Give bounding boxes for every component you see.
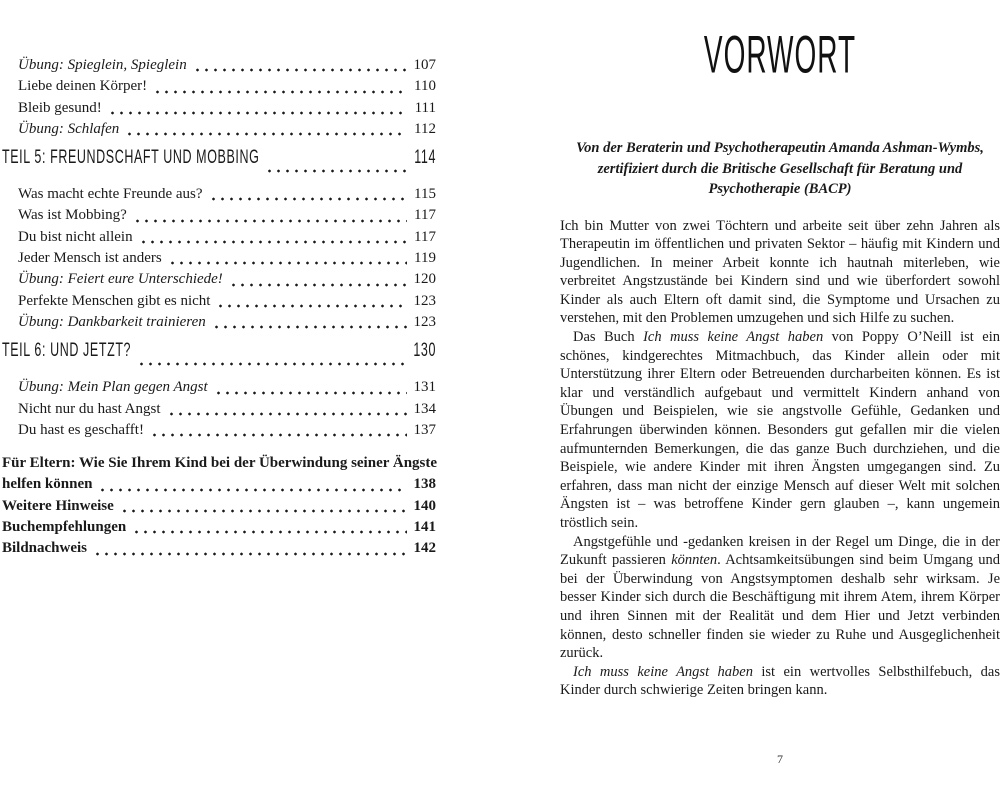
toc-entry-label: TEIL 5: FREUNDSCHAFT UND MOBBING	[2, 146, 260, 168]
toc-entry	[2, 399, 436, 420]
toc-entry	[2, 496, 436, 517]
toc-entry-page-number: 117	[414, 228, 436, 245]
toc-page	[2, 55, 436, 560]
toc-entry-page-number: 111	[414, 99, 436, 116]
toc-entry	[2, 377, 436, 398]
toc-entry-page-number: 138	[413, 476, 436, 493]
toc-entry-page-number: 115	[414, 186, 436, 203]
toc-entry-label: Jeder Mensch ist anders	[18, 250, 162, 267]
toc-entry-page-number: 117	[414, 207, 436, 224]
toc-entry	[2, 420, 436, 441]
toc-dot-leader	[216, 297, 406, 312]
toc-entry-page-number: 130	[413, 339, 436, 361]
toc-entry	[2, 453, 436, 474]
toc-entry-page-number: 112	[414, 120, 436, 137]
toc-entry-label: Übung: Spieglein, Spieglein	[18, 57, 187, 73]
toc-dot-leader	[98, 481, 406, 496]
paragraph-text: von Poppy O’Neill ist ein schönes, kindgerechtes Mitmachbuch, das Kinder allein oder mit Unterstützung ihrer Eltern oder Betreuenden durcharbeiten können. Es ist klar und verständlich aufgebaut und vermittelt Kindern anhand von Übungen und Beispielen, wie sie angstvolle Gefühle, Gedanken und Erfahrungen überwinden können. Besonders gut gefallen mir die vielen aufmunternden Bemerkungen, die das ganze Buch durchziehen, und die Beispiele, wie andere Kinder mit ihren Ängsten umgegangen sind. Zu erfahren, dass man nicht der einzige Mensch auf dieser Welt mit solchen Ängsten ist – was betroffene Kinder gern glauben –, kann ungemein tröstlich sein.	[560, 329, 1000, 531]
toc-dot-leader	[120, 502, 407, 517]
toc-entry-page-number: 110	[414, 78, 436, 95]
toc-entry-label: Bleib gesund!	[18, 99, 102, 116]
toc-entry-page-number: 123	[413, 313, 436, 330]
toc-entry	[2, 269, 436, 290]
toc-entry	[2, 184, 436, 205]
toc-entry-label: Übung: Feiert eure Unterschiede!	[18, 271, 223, 288]
toc-entry-label: Buchempfehlungen	[2, 519, 127, 536]
toc-dot-leader	[139, 233, 407, 248]
toc-entry-page-number: 114	[414, 146, 436, 168]
page-title	[560, 25, 1000, 86]
toc-entry	[2, 55, 436, 76]
toc-dot-leader	[137, 355, 406, 370]
toc-entry	[2, 205, 436, 226]
toc-dot-leader	[132, 523, 406, 538]
toc-entry	[2, 291, 436, 312]
toc-entry-label: Bildnachweis	[2, 540, 88, 557]
toc-entry-label: Du bist nicht allein	[18, 228, 133, 245]
paragraph-text: ist ein wertvolles Selbsthilfebuch, das Kinder durch schwierige Zeiten bringen kann.	[560, 663, 1000, 699]
paragraph-text: Angstgefühle und -gedanken kreisen in der Regel um Dinge, die in der Zukunft passieren	[560, 533, 1000, 569]
toc-dot-leader	[93, 545, 406, 560]
toc-dot-leader	[212, 318, 407, 333]
toc-entry	[2, 98, 436, 119]
toc-entry-page-number: 119	[414, 250, 436, 267]
page-number: 7	[777, 752, 783, 766]
toc-entry-label: helfen können	[2, 476, 93, 493]
toc-entry-label: Für Eltern: Wie Sie Ihrem Kind bei der Überwindung seiner Ängste	[2, 455, 438, 472]
toc-dot-leader	[150, 426, 407, 441]
foreword-paragraph	[560, 217, 1000, 329]
foreword-page	[560, 25, 1000, 800]
toc-dot-leader	[214, 384, 407, 399]
author-byline: Von der Beraterin und Psychotherapeutin Amanda Ashman-Wymbs, zertifiziert durch die Britische Gesellschaft für Beratung und Psychotherapie (BACP)	[576, 140, 984, 197]
toc-dot-leader	[265, 162, 407, 177]
toc-entry-label: Was ist Mobbing?	[18, 207, 127, 224]
paragraph-text: Ich bin Mutter von zwei Töchtern und arbeite seit über zehn Jahren als Therapeutin im öffentlichen und privaten Sektor – häufig mit Kindern und Jugendlichen. In meiner Arbeit konnte ich hautnah miterleben, wie verbreitet Angstzustände bei Kindern sind und wie überfordert sowohl Kinder als auch Eltern oft damit sind, die Symptome und Ursachen zu verstehen, mit den Problemen umzugehen und sich Hilfe zu suchen.	[560, 217, 1000, 327]
toc-entry-label: Nicht nur du hast Angst	[18, 400, 161, 417]
book-title-italic: Ich muss keine Angst haben	[643, 329, 824, 346]
toc-dot-leader	[133, 212, 407, 227]
toc-entry-label: Übung: Dankbarkeit trainieren	[18, 313, 206, 330]
toc-entry-label: Übung: Schlafen	[18, 120, 120, 137]
toc-entry	[2, 76, 436, 97]
paragraph-text: . Achtsamkeitsübungen sind beim Umgang und bei der Überwindung von Angstsymptomen deshalb sehr wirksam. Je besser Kinder sich durch die Beschäftigung mit ihrem Atem, ihrem Körper und ihren Sinnen mit der Realität und dem Hier und Jetzt verbinden können, desto schneller finden sie wieder zu Ruhe und Ausgeglichenheit zurück.	[560, 552, 1000, 662]
toc-entry	[2, 517, 436, 538]
toc-part-heading	[2, 339, 436, 370]
toc-entry-page-number: 107	[413, 57, 436, 73]
toc-dot-leader	[193, 61, 407, 76]
toc-entry	[2, 538, 436, 559]
toc-entry	[2, 248, 436, 269]
toc-entry-page-number: 120	[413, 271, 436, 288]
table-of-contents	[2, 55, 436, 560]
toc-dot-leader	[229, 276, 407, 291]
foreword-paragraph	[560, 533, 1000, 663]
toc-entry-label: Übung: Mein Plan gegen Angst	[18, 379, 208, 396]
paragraph-text: Das Buch	[573, 329, 644, 346]
toc-dot-leader	[209, 190, 407, 205]
toc-dot-leader	[153, 83, 407, 98]
foreword-paragraph	[560, 663, 1000, 700]
page-title-text: VORWORT	[703, 25, 857, 85]
toc-entry-page-number: 131	[413, 379, 436, 396]
toc-entry	[2, 227, 436, 248]
toc-part-heading	[2, 146, 436, 177]
foreword-paragraph	[560, 328, 1000, 533]
foreword-body	[560, 217, 1000, 700]
toc-entry-label: Perfekte Menschen gibt es nicht	[18, 292, 211, 309]
toc-dot-leader	[168, 254, 407, 269]
toc-entry-page-number: 141	[413, 519, 436, 536]
toc-entry-page-number: 134	[413, 400, 436, 417]
toc-entry-label: Liebe deinen Körper!	[18, 78, 148, 95]
toc-dot-leader	[108, 104, 408, 119]
toc-entry-label: TEIL 6: UND JETZT?	[2, 339, 132, 361]
toc-entry-page-number: 142	[413, 540, 436, 557]
toc-dot-leader	[167, 405, 407, 420]
toc-entry-page-number: 123	[413, 292, 436, 309]
book-title-italic: Ich muss keine Angst haben	[573, 663, 753, 680]
toc-entry	[2, 474, 436, 495]
toc-entry-label: Weitere Hinweise	[2, 497, 114, 514]
toc-entry-label: Du hast es geschafft!	[18, 421, 144, 438]
book-title-italic: könnten	[671, 552, 718, 569]
toc-entry-page-number: 137	[413, 421, 436, 438]
toc-entry-page-number: 140	[413, 497, 436, 514]
toc-entry-label: Was macht echte Freunde aus?	[18, 186, 203, 203]
